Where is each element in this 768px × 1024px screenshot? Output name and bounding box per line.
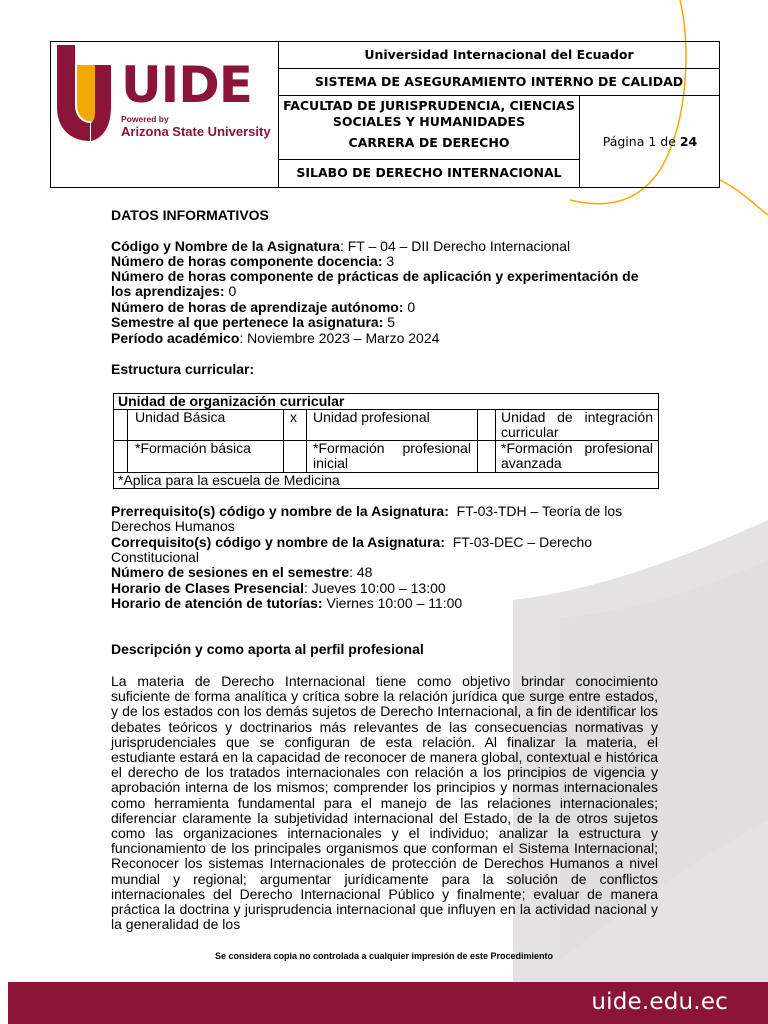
faculty-line-2: SOCIALES Y HUMANIDADES	[332, 114, 526, 129]
syllabus-title: SILABO DE DERECHO INTERNACIONAL	[279, 160, 580, 187]
prerrequisito-label: Prerrequisito(s) código y nombre de la Asignatura:	[111, 503, 449, 519]
correquisito-label: Correquisito(s) código y nombre de la Asignatura:	[111, 534, 445, 550]
logo-cell	[51, 42, 279, 187]
horario-label: Horario de Clases Presencial	[111, 580, 304, 596]
document-header	[50, 41, 720, 188]
periodo-value: : Noviembre 2023 – Marzo 2024	[239, 330, 440, 346]
logo-asu: Arizona State University	[121, 124, 271, 139]
page-total: 24	[679, 134, 698, 149]
system-name: SISTEMA DE ASEGURAMIENTO INTERNO DE CALIDAD	[279, 69, 719, 96]
semestre-line	[111, 315, 395, 331]
career-name: CARRERA DE DERECHO	[348, 135, 510, 150]
horas-practicas-label-1: Número de horas componente de prácticas de aplicación y experimentación de	[111, 268, 639, 284]
uide-logo-icon	[53, 43, 115, 143]
correquisito-value-1: FT-03-DEC – Derecho	[452, 534, 593, 550]
horario-value: : Jueves 10:00 – 13:00	[304, 580, 446, 596]
datos-heading: DATOS INFORMATIVOS	[111, 207, 269, 223]
tutorias-label: Horario de atención de tutorías:	[111, 595, 323, 611]
footer-url[interactable]: uide.edu.ec	[591, 989, 728, 1015]
horas-autonomo-value: 0	[403, 299, 416, 315]
sesiones-label: Número de sesiones en el semestre	[111, 564, 350, 580]
formacion-basica: *Formación básica	[135, 440, 251, 456]
descripcion-paragraph: La materia de Derecho Internacional tiene como objetivo brindar conocimiento suficiente de forma analítica y crítica sobre la relación jurídica que surge entre estados, y de los estados con los demás sujetos de Derecho Internacional, a fin de identificar los debates teóricos y doctrinarios más relevantes de las consecuencias normativas y jurisprudenciales que se configuran de esta relación. Al finalizar la materia, el estudiante estará en la capacidad de reconocer de manera global, contextual e histórica el derecho de los tratados internacionales con relación a los principios de vigencia y aprobación interna de los mismos; comprender los principios y normas internacionales como herramienta fundamental para el manejo de las relaciones internacionales; diferenciar claramente la subjetividad internacional del Estado, de la de otros sujetos como las organizaciones internacionales y el individuo; analizar la estructura y funcionamiento de los principales organismos que conforman el Sistema Internacional; Reconocer los sistemas Internacionales de protección de Derechos Humanos a nivel mundial y regional; argumentar jurídicamente para la solución de conflictos internacionales del Derecho Internacional Público y finalmente; evaluar de manera práctica la doctrina y jurisprudencia internacional que influyen en la actividad nacional y la generalidad de los	[111, 673, 658, 933]
formacion-profesional-1: *Formación profesional	[313, 440, 471, 456]
formacion-profesional-2: inicial	[313, 455, 349, 471]
descripcion-heading: Descripción y como aporta al perfil profesional	[111, 641, 424, 657]
horas-practicas-value: 0	[224, 283, 237, 299]
correquisito-value-2: Constitucional	[111, 549, 199, 565]
curricular-table	[113, 393, 659, 489]
semestre-label: Semestre al que pertenece la asignatura:	[111, 314, 384, 330]
faculty-cell	[279, 96, 580, 160]
semestre-value: 5	[383, 314, 396, 330]
tutorias-line	[111, 596, 462, 612]
periodo-line	[111, 331, 439, 347]
sesiones-line	[111, 565, 372, 581]
faculty-line-1: FACULTAD DE JURISPRUDENCIA, CIENCIAS	[283, 98, 575, 113]
logo-powered-by: Powered by	[121, 114, 169, 124]
unidad-integracion-2: curricular	[501, 424, 559, 440]
horas-autonomo-label: Número de horas de aprendizaje autónomo:	[111, 299, 404, 315]
codigo-label: Código y Nombre de la Asignatura	[111, 238, 340, 254]
formacion-avanzada-2: avanzada	[501, 455, 562, 471]
estructura-heading: Estructura curricular:	[111, 361, 255, 377]
unidad-profesional: Unidad profesional	[313, 409, 430, 425]
unidad-basica: Unidad Básica	[135, 409, 226, 425]
page-number	[581, 96, 719, 187]
codigo-value: : FT – 04 – DII Derecho Internacional	[339, 238, 571, 254]
page-prefix: Página 1 de	[602, 134, 680, 149]
prerrequisito-value-2: Derechos Humanos	[111, 518, 235, 534]
unidad-integracion-1: Unidad de integración	[501, 409, 653, 425]
horas-practicas-line	[111, 284, 236, 300]
tutorias-value: Viernes 10:00 – 11:00	[322, 595, 463, 611]
prerrequisito-value-1: FT-03-TDH – Teoría de los	[456, 503, 623, 519]
sesiones-value: : 48	[349, 564, 373, 580]
unidad-basica-mark: x	[290, 409, 297, 425]
footer-note: Se considera copia no controlada a cualquier impresión de este Procedimiento	[214, 951, 554, 961]
horas-docencia-value: 3	[382, 253, 395, 269]
university-name: Universidad Internacional del Ecuador	[279, 42, 719, 69]
logo-wordmark: UIDE	[121, 56, 252, 114]
horas-docencia-label: Número de horas componente docencia:	[111, 253, 383, 269]
formacion-avanzada-1: *Formación profesional	[501, 440, 653, 456]
periodo-label: Período académico	[111, 330, 240, 346]
table-note: *Aplica para la escuela de Medicina	[118, 472, 340, 488]
table-title: Unidad de organización curricular	[118, 393, 345, 409]
horas-practicas-label-2: los aprendizajes:	[111, 283, 225, 299]
